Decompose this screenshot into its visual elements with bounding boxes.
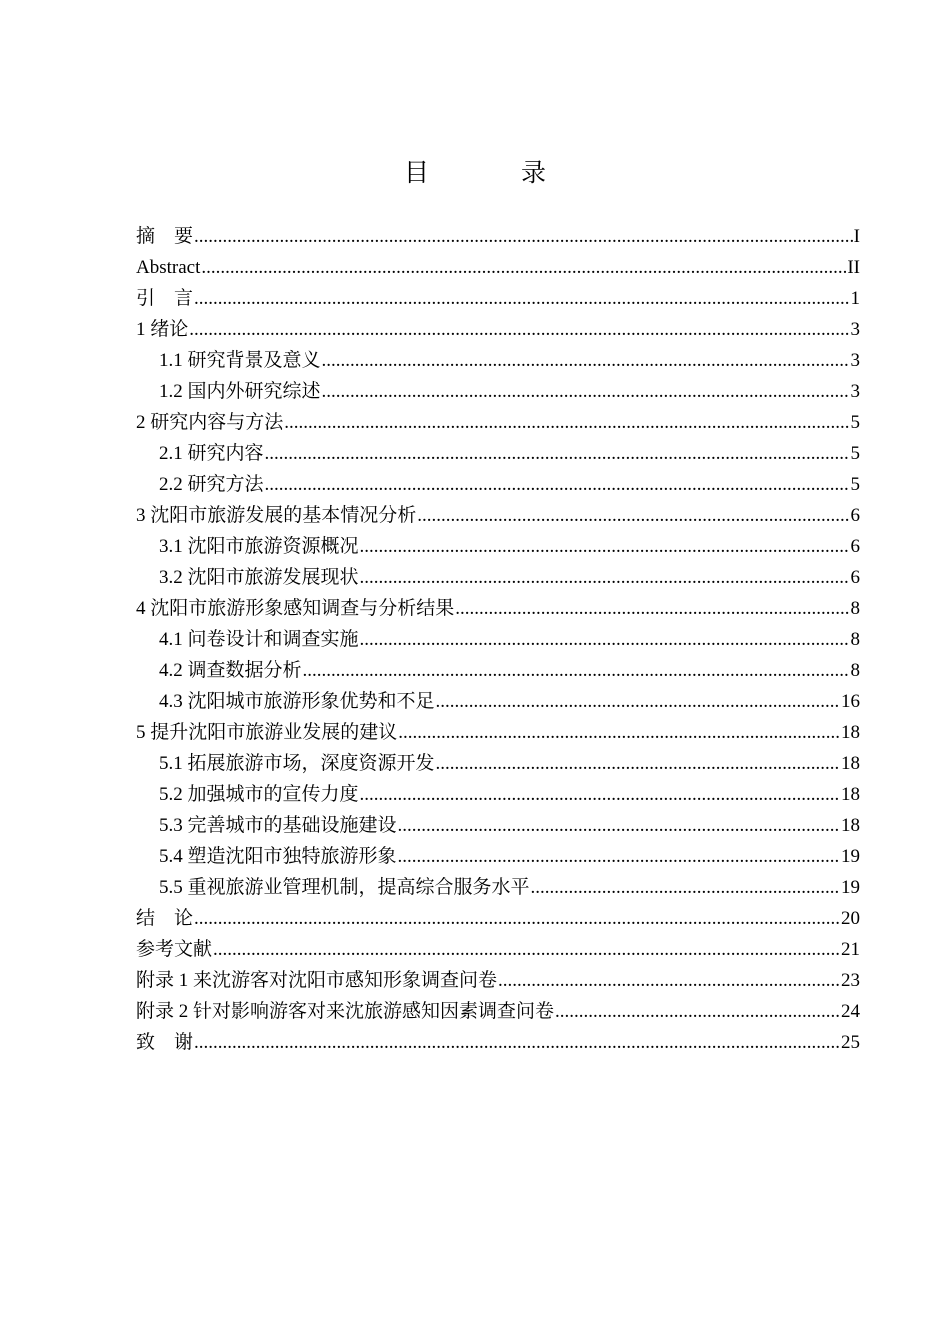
- toc-entry-text: 5.3 完善城市的基础设施建设: [159, 815, 397, 836]
- toc-entry[interactable]: [136, 872, 860, 903]
- toc-entry-text: 附录 2 针对影响游客对来沈旅游感知因素调查问卷: [136, 1001, 555, 1022]
- toc-entry[interactable]: [136, 407, 860, 438]
- toc-dot-leader: [213, 934, 840, 965]
- toc-page-number: 20: [841, 908, 860, 929]
- toc-page-number: 18: [841, 784, 860, 805]
- toc-entry[interactable]: [136, 376, 860, 407]
- toc-page-number: 6: [850, 567, 860, 588]
- toc-entry[interactable]: [136, 500, 860, 531]
- toc-page-number: I: [853, 226, 860, 247]
- toc-entry-text: Abstract: [136, 257, 201, 278]
- toc-dot-leader: [194, 1027, 840, 1058]
- toc-entry-text: 结 论: [136, 908, 194, 929]
- toc-entry[interactable]: [136, 686, 860, 717]
- toc-dot-leader: [531, 872, 840, 903]
- toc-page-number: 3: [850, 350, 860, 371]
- toc-dot-leader: [555, 996, 840, 1027]
- toc-dot-leader: [194, 903, 840, 934]
- toc-entry[interactable]: [136, 531, 860, 562]
- toc-entry-text: 4.2 调查数据分析: [159, 660, 302, 681]
- toc-page-number: 6: [850, 505, 860, 526]
- toc-page-number: 8: [850, 660, 860, 681]
- toc-page-number: 5: [850, 412, 860, 433]
- toc-dot-leader: [360, 779, 840, 810]
- toc-page-number: 23: [841, 970, 860, 991]
- toc-entry[interactable]: [136, 593, 860, 624]
- toc-page-number: 19: [841, 877, 860, 898]
- toc-dot-leader: [201, 252, 846, 283]
- toc-page-number: 3: [850, 319, 860, 340]
- toc-entry-text: 附录 1 来沈游客对沈阳市感知形象调查问卷: [136, 970, 498, 991]
- toc-entry[interactable]: [136, 562, 860, 593]
- toc-dot-leader: [360, 531, 850, 562]
- toc-entry[interactable]: [136, 252, 860, 283]
- toc-entry[interactable]: [136, 469, 860, 500]
- toc-entry-text: 2.2 研究方法: [159, 474, 264, 495]
- toc-page-number: II: [847, 257, 860, 278]
- toc-entry[interactable]: [136, 624, 860, 655]
- toc-dot-leader: [455, 593, 849, 624]
- toc-entry[interactable]: [136, 717, 860, 748]
- toc-page-number: 19: [841, 846, 860, 867]
- toc-entry-text: 致 谢: [136, 1032, 194, 1053]
- toc-entry-text: 5.4 塑造沈阳市独特旅游形象: [159, 846, 397, 867]
- toc-page-number: 1: [850, 288, 860, 309]
- toc-page-number: 5: [850, 474, 860, 495]
- toc-dot-leader: [265, 438, 850, 469]
- toc-page-number: 8: [850, 629, 860, 650]
- toc-entry[interactable]: [136, 221, 860, 252]
- toc-page-number: 3: [850, 381, 860, 402]
- toc-dot-leader: [189, 314, 849, 345]
- toc-entry-text: 3.1 沈阳市旅游资源概况: [159, 536, 359, 557]
- toc-entry[interactable]: [136, 903, 860, 934]
- toc-dot-leader: [436, 748, 840, 779]
- toc-entry[interactable]: [136, 841, 860, 872]
- toc-entry-text: 2 研究内容与方法: [136, 412, 284, 433]
- toc-dot-leader: [398, 717, 840, 748]
- toc-dot-leader: [284, 407, 849, 438]
- toc-dot-leader: [436, 686, 840, 717]
- toc-list: [136, 221, 860, 1058]
- toc-dot-leader: [322, 376, 850, 407]
- toc-page-number: 6: [850, 536, 860, 557]
- toc-entry-text: 参考文献: [136, 939, 213, 960]
- toc-entry-text: 1 绪论: [136, 319, 189, 340]
- toc-entry-text: 3 沈阳市旅游发展的基本情况分析: [136, 505, 417, 526]
- toc-dot-leader: [303, 655, 850, 686]
- toc-page-number: 21: [841, 939, 860, 960]
- toc-entry[interactable]: [136, 314, 860, 345]
- toc-entry-text: 4.1 问卷设计和调查实施: [159, 629, 359, 650]
- toc-entry-text: 引 言: [136, 288, 194, 309]
- toc-dot-leader: [498, 965, 840, 996]
- toc-entry-text: 2.1 研究内容: [159, 443, 264, 464]
- toc-page-number: 16: [841, 691, 860, 712]
- toc-dot-leader: [194, 283, 849, 314]
- toc-entry-text: 5.5 重视旅游业管理机制，提高综合服务水平: [159, 877, 530, 898]
- toc-entry[interactable]: [136, 810, 860, 841]
- toc-page-number: 25: [841, 1032, 860, 1053]
- toc-dot-leader: [265, 469, 850, 500]
- toc-entry[interactable]: [136, 748, 860, 779]
- toc-page-number: 18: [841, 815, 860, 836]
- toc-entry-text: 1.1 研究背景及意义: [159, 350, 321, 371]
- toc-entry[interactable]: [136, 965, 860, 996]
- toc-entry[interactable]: [136, 345, 860, 376]
- toc-page-number: 24: [841, 1001, 860, 1022]
- toc-dot-leader: [417, 500, 849, 531]
- toc-dot-leader: [194, 221, 853, 252]
- toc-entry[interactable]: [136, 996, 860, 1027]
- toc-page-number: 18: [841, 753, 860, 774]
- toc-entry[interactable]: [136, 438, 860, 469]
- toc-entry[interactable]: [136, 934, 860, 965]
- toc-dot-leader: [322, 345, 850, 376]
- toc-entry[interactable]: [136, 283, 860, 314]
- toc-entry-text: 5 提升沈阳市旅游业发展的建议: [136, 722, 398, 743]
- toc-entry[interactable]: [136, 1027, 860, 1058]
- toc-dot-leader: [398, 810, 840, 841]
- toc-title: 目 录: [404, 158, 588, 187]
- toc-entry-text: 5.2 加强城市的宣传力度: [159, 784, 359, 805]
- toc-entry-text: 3.2 沈阳市旅游发展现状: [159, 567, 359, 588]
- toc-page-number: 18: [841, 722, 860, 743]
- toc-dot-leader: [398, 841, 840, 872]
- toc-dot-leader: [360, 562, 850, 593]
- toc-entry[interactable]: [136, 779, 860, 810]
- toc-entry[interactable]: [136, 655, 860, 686]
- toc-page-number: 5: [850, 443, 860, 464]
- toc-dot-leader: [360, 624, 850, 655]
- toc-entry-text: 摘 要: [136, 226, 194, 247]
- toc-entry-text: 4 沈阳市旅游形象感知调查与分析结果: [136, 598, 455, 619]
- toc-entry-text: 1.2 国内外研究综述: [159, 381, 321, 402]
- toc-entry-text: 4.3 沈阳城市旅游形象优势和不足: [159, 691, 435, 712]
- toc-entry-text: 5.1 拓展旅游市场，深度资源开发: [159, 753, 435, 774]
- toc-page-number: 8: [850, 598, 860, 619]
